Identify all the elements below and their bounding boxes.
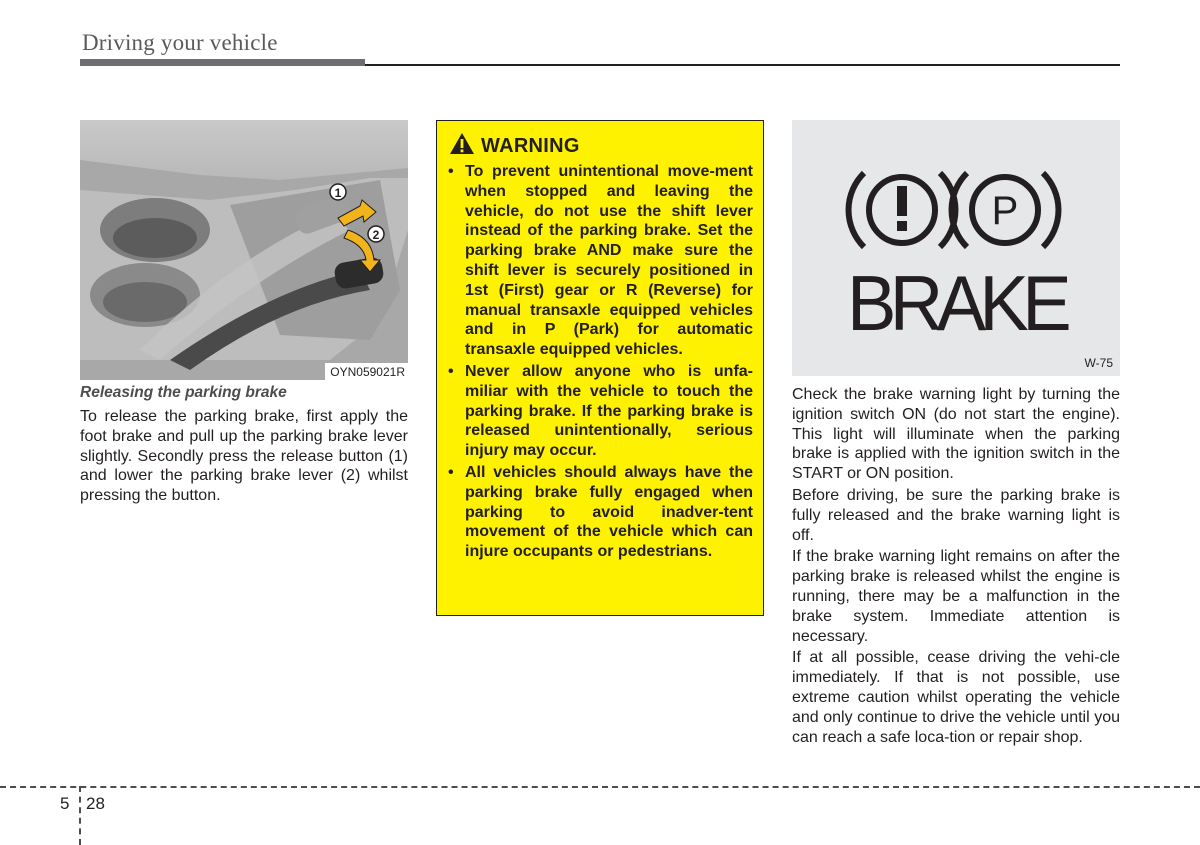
figure-code-right: W-75 [1084,356,1113,370]
warning-item: • To prevent unintentional move-ment when stopped and leaving the vehicle, do not use the shift lever instead of the parking brake. Set the parking brake AND make sure the shift lever is securely positioned in 1st (First) gear or R (Reverse) for manual transaxle equipped vehicles and in P (Park) for automatic transaxle equipped vehicles. [448,163,753,359]
warning-box [436,120,764,616]
warning-item: • Never allow anyone who is unfa-miliar with the vehicle to touch the parking brake. If the parking brake is released unintentionally, serious injury may occur. [448,362,753,460]
page-header-title: Driving your vehicle [82,30,278,55]
warning-item-text: All vehicles should always have the parking brake fully engaged when parking to avoid inadver-tent movement of the vehicle which can injure occupants or pedestrians. [465,463,753,561]
warning-title: WARNING [481,134,580,157]
page-number: 28 [86,794,105,813]
svg-text:P: P [991,189,1019,233]
warning-item: • All vehicles should always have the parking brake fully engaged when parking to avoid inadver-tent movement of the vehicle which can injure occupants or pedestrians. [448,463,753,561]
release-instructions-paragraph: To release the parking brake, first apply the foot brake and pull up the parking brake lever slightly. Secondly press the release button (1) and lower the parking brake lever (2) whilst pressing the button. [80,408,408,505]
callout-2: 2 [372,228,380,242]
paragraph: Before driving, be sure the parking brake is fully released and the brake warning light is off. [792,486,1120,544]
warning-item-text: Never allow anyone who is unfa-miliar with the vehicle to touch the parking brake. If the parking brake is released unintentionally, serious injury may occur. [465,362,753,460]
paragraph: If at all possible, cease driving the vehi-cle immediately. If that is not possible, use extreme caution whilst operating the vehicle and only continue to drive the vehicle until you can reach a safe loca-tion or repair shop. [792,649,1120,746]
paragraph: If the brake warning light remains on after the parking brake is released whilst the engine is running, there may be a malfunction in the brake system. Immediate attention is necessary. [792,548,1120,645]
warning-item-text: To prevent unintentional move-ment when stopped and leaving the vehicle, do not use the shift lever instead of the parking brake. Set the parking brake AND make sure the shift lever is securely positioned in 1st (First) gear or R (Reverse) for manual transaxle equipped vehicles and in P (Park) for automatic transaxle equipped vehicles. [465,163,753,359]
footer-divider [79,786,81,845]
warning-list [447,162,753,564]
parking-brake-illustration [80,120,408,380]
header-rule-thick [80,59,365,66]
figure-code-left: OYN059021R [325,363,408,380]
chapter-number: 5 [60,794,70,813]
warning-triangle-icon [449,132,475,160]
paragraph: Check the brake warning light by turning the ignition switch ON (do not start the engine). This light will illuminate when the parking brake is applied with the ignition switch in the START or ON position. [792,386,1120,483]
callout-1: 1 [334,186,342,200]
brake-label: BRAKE [847,259,1065,347]
figure-caption: Releasing the parking brake [80,384,287,401]
brake-warning-light-figure [792,120,1120,376]
footer-rule [0,786,1200,788]
brake-warning-text [792,385,1120,749]
header-rule-thin [365,64,1120,66]
warning-header [449,133,580,159]
